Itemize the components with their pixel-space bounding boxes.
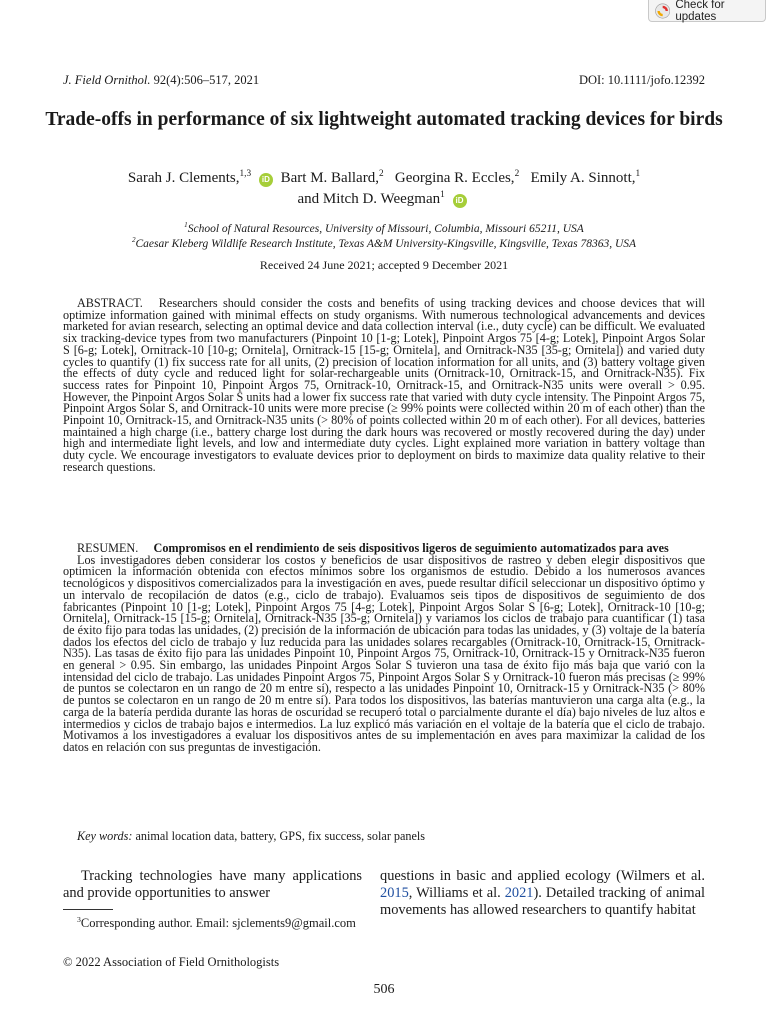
- article-title: Trade-offs in performance of six lightweight automated tracking devices for birds: [45, 109, 723, 130]
- resumen: [63, 543, 705, 754]
- keywords-label: Key words:: [77, 829, 133, 843]
- affiliation-mark: 2: [131, 235, 136, 244]
- author-affiliation-mark: 1: [440, 190, 445, 200]
- orcid-icon[interactable]: iD: [453, 194, 467, 208]
- keywords: [77, 829, 425, 844]
- affiliation-2: [40, 237, 728, 252]
- author-name: Bart M. Ballard,: [280, 170, 379, 186]
- page-number: 506: [373, 982, 395, 997]
- footnote-text: Corresponding author. Email: sjclements9@gmail.com: [80, 916, 356, 930]
- affiliation-text: School of Natural Resources, University of Missouri, Columbia, Missouri 65211, USA: [187, 223, 584, 235]
- author-name: Georgina R. Eccles,: [394, 170, 515, 186]
- abstract-text: Researchers should consider the costs and benefits of using tracking devices and choose devices that will optimize information gained with minimal effects on study organisms. With numerous technological advancements and devices marketed for avian research, selecting an optimal device and data collection interval (i.e., duty cycle) can be difficult. We evaluated six tracking-device types from two manufacturers (Pinpoint 10 [1-g; Lotek], Pinpoint Argos 75 [4-g; Lotek], Pinpoint Argos Solar S [6-g; Lotek], Ornitrack-10 [10-g; Ornitela], Ornitrack-15 [15-g; Ornitela], and Ornitrack-N35 [35-g; Ornitela]) and varied duty cycles to quantify (1) fix success rate for all units, (2) precision of location information for all units, and (3) battery voltage given the effects of duty cycle and reduced light for solar-rechargeable units (Ornitrack-10, Ornitrack-15, and Ornitrack-N35). Fix success rates for Pinpoint 10, Pinpoint Argos 75, Ornitrack-10, Ornitrack-15, and Ornitrack-N35 units were overall > 0.95. However, the Pinpoint Argos Solar S units had a lower fix success rate that varied with duty cycle intensity. The Pinpoint Argos 75, Pinpoint Argos Solar S, and Ornitrack-10 units were more precise (≥ 99% points were collected within 20 m of each other) than the Pinpoint 10, Ornitrack-15, and Ornitrack-N35 units (> 80% of points collected within 20 m of each other). For all devices, batteries maintained a high charge (i.e., battery charge lost during the dark hours was recovered or mostly recovered during the day) under high and intermediate light levels, and low and intermediate duty cycles. Light explained more variation in battery voltage than duty cycle. We encourage investigators to evaluate devices prior to deployment on birds to maximize data quality relative to their research questions.: [63, 296, 705, 474]
- footnote-mark: 3: [77, 914, 81, 924]
- abstract: [63, 298, 705, 474]
- footnote-divider: [63, 909, 113, 910]
- author-line-2: [40, 189, 728, 210]
- affiliation-text: Caesar Kleberg Wildlife Research Institute, Texas A&M University-Kingsville, Kingsville, Texas 78363, USA: [135, 237, 637, 250]
- copyright: © 2022 Association of Field Ornithologists: [63, 955, 280, 969]
- orcid-icon[interactable]: iD: [259, 173, 273, 187]
- resumen-text: Los investigadores deben considerar los costos y beneficios de usar dispositivos de rastreo y deben elegir dispositivos que optimicen la información obtenida con efectos mínimos sobre los organismos de estudio. Debido a los numerosos avances tecnológicos y dispositivos comercializados para la investigación en aves, puede resultar difícil seleccionar un dispositivo óptimo y un intervalo de recopilación de datos (e.g., ciclo de trabajo). Evaluamos seis tipos de dispositivos de seguimiento de dos fabricantes (Pinpoint 10 [1-g; Lotek], Pinpoint Argos 75 [4-g; Lotek], Pinpoint Argos Solar S [6-g; Lotek], Ornitrack-10 [10-g; Ornitela], Ornitrack-15 [15-g; Ornitela], Ornitrack-N35 [35-g; Ornitela]) y variamos los ciclos de trabajo para cuantificar (1) tasa de éxito fijo para todas las unidades, (2) precisión de la información de ubicación para todas las unidades, y (3) voltaje de la batería dados los efectos del ciclo de trabajo y luz reducida para las unidades solares recargables (Ornitrack-10, Ornitrack-15, Ornitrack-N35). Las tasas de éxito fijo para las unidades Pinpoint 10, Pinpoint Argos 75, Ornitrack-10, Ornitrack-15 y Ornitrack-N35 fueron en general > 0.95. Sin embargo, las unidades Pinpoint Argos Solar S tuvieron una tasa de éxito fijo más baja que varió con la intensidad del ciclo de trabajo. Las unidades Pinpoint Argos 75, Pinpoint Argos Solar S y Ornitrack-10 fueron más precisas (≥ 99% de puntos se colectaron en un rango de 20 m entre sí), respecto a las unidades Pinpoint 10, Ornitrack-15 y Ornitrack-N35 (> 80% de puntos se colectaron en un rango de 20 m entre sí). Para todos los dispositivos, las baterías mantuvieron una carga alta (e.g., la carga de la batería perdida durante las horas de oscuridad se recuperó total o parcialmente durante el día) bajo niveles de luz altos e intermedios y ciclos de trabajo bajos e intermedios. La luz explicó más variación en el voltaje de la batería que el ciclo de trabajo. Motivamos a los investigadores a evaluar los dispositivos antes de su implementación en aves para maximizar la calidad de los datos en relación con sus preguntas de investigación.: [63, 552, 705, 754]
- author-affiliation-mark: 1: [635, 169, 641, 179]
- footnote: [63, 916, 362, 931]
- author-name: Emily A. Sinnott,: [530, 170, 636, 186]
- author-name: Sarah J. Clements,: [127, 170, 240, 186]
- check-for-updates-button[interactable]: [648, 0, 766, 22]
- body-column-right: [380, 868, 705, 919]
- author-affiliation-mark: 2: [378, 169, 384, 179]
- resumen-title: Compromisos en el rendimiento de seis dispositivos ligeros de seguimiento automatizados para aves: [153, 541, 669, 555]
- author-affiliation-mark: 1,3: [239, 169, 252, 179]
- affiliation-mark: 1: [184, 221, 188, 230]
- author-name: and Mitch D. Weegman: [297, 191, 441, 207]
- affiliations: [40, 222, 728, 251]
- affiliation-1: [40, 222, 728, 237]
- author-affiliation-mark: 2: [514, 169, 520, 179]
- volume-pages: 92(4):506–517, 2021: [153, 73, 260, 87]
- body-text: questions in basic and applied ecology (Wilmers et al.: [380, 868, 705, 884]
- body-text: Tracking technologies have many applications and provide opportunities to answer: [63, 868, 362, 901]
- citation-link[interactable]: 2021: [504, 885, 534, 901]
- received-dates: Received 24 June 2021; accepted 9 December 2021: [259, 258, 509, 272]
- body-text: ). Detailed tracking of animal movements has allowed researchers to quantify habitat: [380, 885, 705, 918]
- body-text: , Williams et al.: [408, 885, 501, 901]
- abstract-label: ABSTRACT.: [77, 296, 143, 310]
- author-line-1: [40, 168, 728, 189]
- check-for-updates-icon: [655, 3, 670, 19]
- resumen-label: RESUMEN.: [77, 541, 139, 555]
- doi[interactable]: DOI: 10.1111/jofo.12392: [578, 73, 705, 87]
- author-list: [40, 168, 728, 210]
- citation-link[interactable]: 2015: [380, 885, 409, 901]
- journal-name: J. Field Ornithol.: [63, 73, 151, 87]
- check-for-updates-label: Check for updates: [675, 0, 725, 23]
- keywords-text: animal location data, battery, GPS, fix success, solar panels: [135, 829, 426, 843]
- journal-citation: [63, 73, 259, 88]
- body-column-left: [63, 868, 362, 902]
